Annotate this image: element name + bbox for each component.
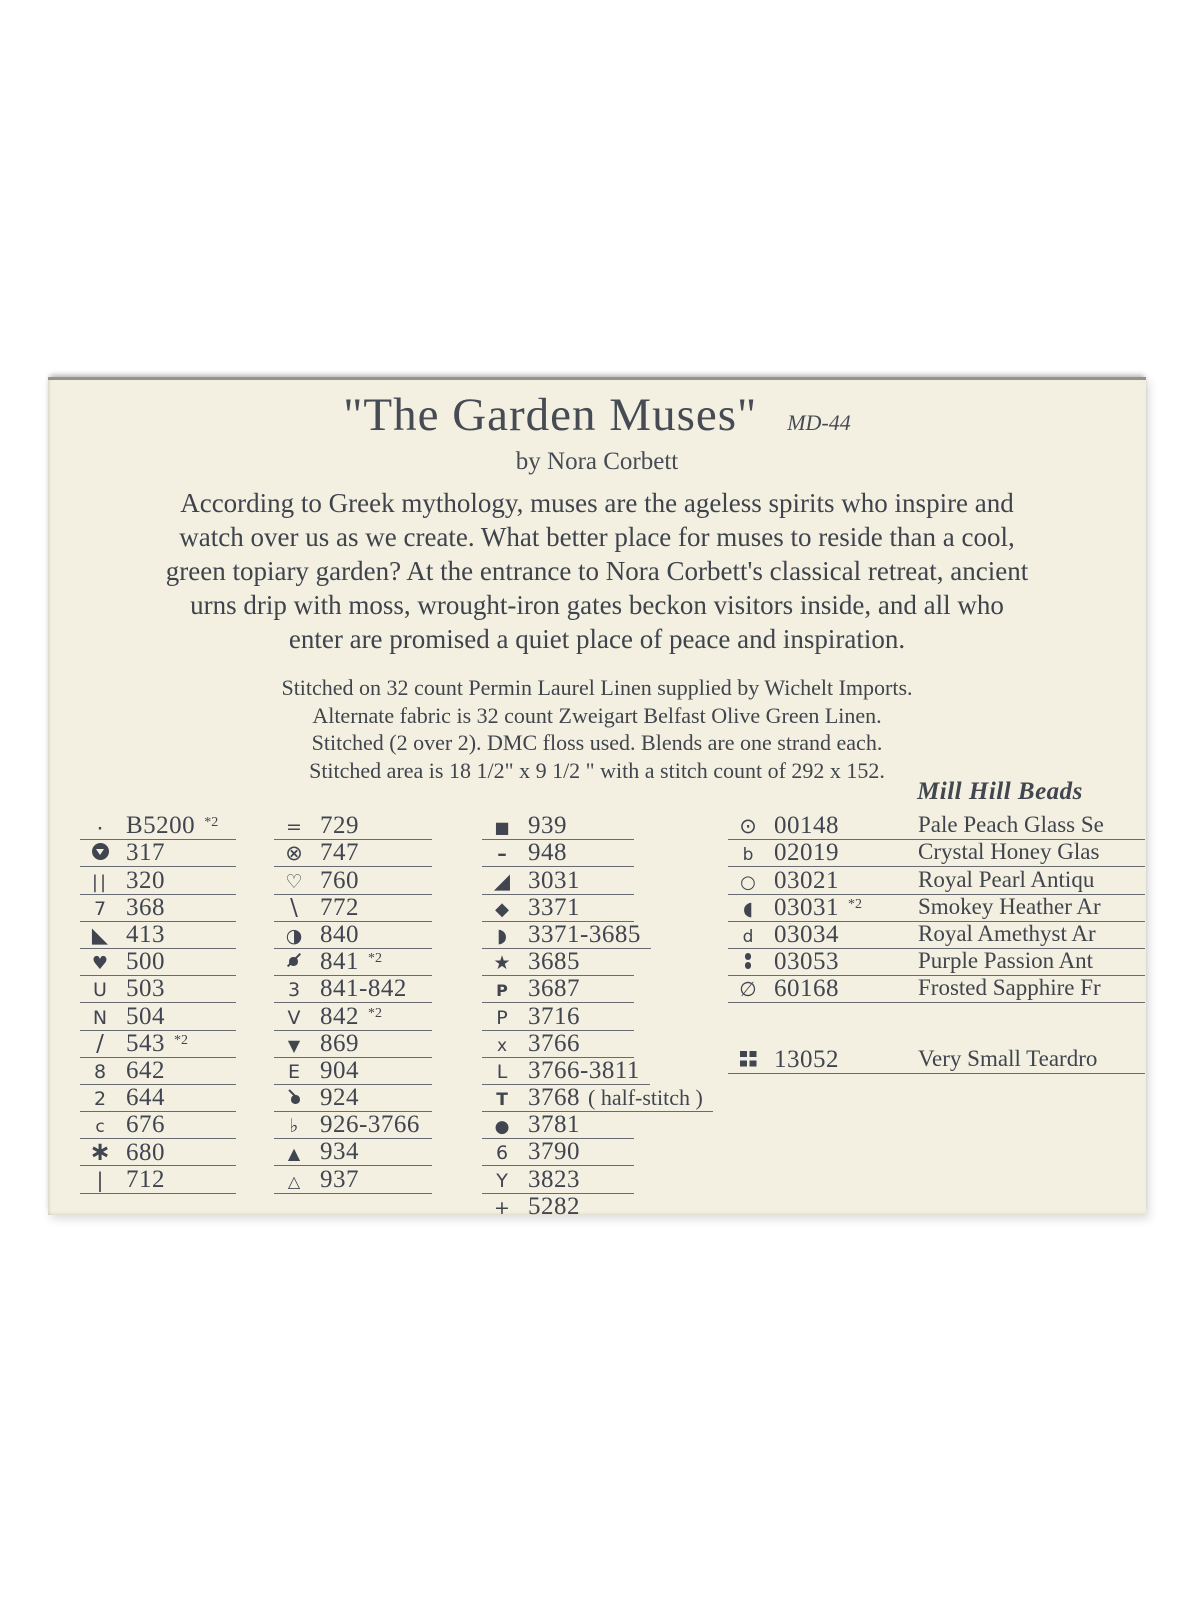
minus-glyph: – bbox=[497, 843, 507, 866]
two-glyph: 2 bbox=[93, 1088, 107, 1111]
floss-row bbox=[80, 1166, 236, 1193]
text-line: Stitched area is 18 1/2" x 9 1/2 " with a stitch count of 292 x 152. bbox=[309, 757, 885, 783]
text-line: watch over us as we create. What better place for muses to reside than a cool, bbox=[179, 522, 1015, 552]
E-glyph: E bbox=[287, 1060, 300, 1083]
dot-slash-glyph bbox=[285, 951, 303, 969]
floss-row bbox=[274, 976, 432, 1003]
asterisk-icon bbox=[80, 1139, 120, 1166]
row-content bbox=[80, 976, 165, 1002]
V-glyph: V bbox=[287, 1006, 301, 1029]
beads-column bbox=[728, 813, 1145, 1074]
bead-name: Pale Peach Glass Se bbox=[918, 812, 1104, 838]
floss-row bbox=[482, 1085, 713, 1112]
dot-icon bbox=[482, 1119, 522, 1137]
star-icon bbox=[482, 954, 522, 974]
floss-number: 642 bbox=[126, 1056, 165, 1084]
row-content bbox=[482, 1085, 703, 1111]
row-content bbox=[728, 868, 839, 894]
floss-number: 644 bbox=[126, 1084, 165, 1112]
three-glyph: 3 bbox=[287, 979, 301, 1002]
row-content bbox=[80, 840, 165, 866]
row-content bbox=[80, 1004, 165, 1030]
floss-number: 3768 bbox=[528, 1084, 580, 1112]
row-content bbox=[80, 813, 218, 839]
two-dots-glyph bbox=[744, 952, 752, 969]
flat-glyph: ♭ bbox=[289, 1115, 299, 1138]
U-glyph: U bbox=[93, 979, 107, 1002]
row-content bbox=[274, 813, 359, 839]
pattern-code: MD-44 bbox=[787, 410, 851, 435]
empty-set-glyph: ∅ bbox=[739, 977, 757, 1002]
floss-number: 676 bbox=[126, 1111, 165, 1139]
floss-row bbox=[274, 1058, 432, 1085]
tri-corner-br-glyph: ◢ bbox=[493, 868, 511, 893]
two-icon bbox=[80, 1090, 120, 1110]
floss-number: 924 bbox=[320, 1084, 359, 1112]
beads-section-title: Mill Hill Beads bbox=[917, 778, 1083, 805]
row-content bbox=[728, 922, 839, 948]
tri-up-open-glyph: △ bbox=[287, 1171, 301, 1191]
row-content bbox=[482, 1194, 580, 1215]
floss-row bbox=[80, 949, 236, 976]
floss-number: 368 bbox=[126, 893, 165, 921]
half-circle-left-glyph: ◖ bbox=[742, 897, 753, 920]
double-bar-icon bbox=[80, 871, 120, 893]
c-icon bbox=[80, 1119, 120, 1137]
row-content bbox=[80, 1167, 165, 1193]
six-glyph: 6 bbox=[495, 1142, 509, 1165]
floss-number: 543 bbox=[126, 1029, 165, 1057]
floss-row bbox=[80, 1112, 236, 1139]
backslash-icon bbox=[274, 894, 314, 921]
floss-number: 680 bbox=[126, 1139, 165, 1167]
double-bar-glyph: || bbox=[91, 871, 109, 893]
floss-number: 842 bbox=[320, 1002, 359, 1030]
floss-number: 3371-3685 bbox=[528, 920, 641, 948]
floss-row bbox=[274, 867, 432, 894]
floss-number: 3371 bbox=[528, 893, 580, 921]
row-content bbox=[728, 949, 839, 975]
floss-number: 926-3766 bbox=[320, 1111, 420, 1139]
row-content bbox=[274, 1139, 359, 1165]
row-content bbox=[80, 1139, 165, 1167]
tri-down-icon bbox=[274, 1035, 314, 1055]
floss-row bbox=[80, 1003, 236, 1030]
dot-glyph: ● bbox=[494, 1117, 510, 1138]
row-content bbox=[274, 1004, 382, 1030]
circle-dot-icon bbox=[728, 816, 768, 838]
row-content bbox=[728, 813, 839, 839]
bead-number: 00148 bbox=[774, 812, 839, 840]
floss-row bbox=[482, 867, 634, 894]
six-icon bbox=[482, 1144, 522, 1164]
text-line: Stitched (2 over 2). DMC floss used. Blends are one strand each. bbox=[311, 730, 883, 755]
row-content bbox=[482, 813, 567, 839]
stitch-note: ( half-stitch ) bbox=[588, 1085, 703, 1111]
row-content bbox=[274, 1085, 359, 1111]
floss-number: 317 bbox=[126, 839, 165, 867]
row-content bbox=[728, 976, 839, 1002]
row-content bbox=[728, 840, 839, 866]
half-circle-left-icon bbox=[728, 897, 768, 920]
floss-number: 729 bbox=[320, 812, 359, 840]
N-glyph: N bbox=[92, 1006, 108, 1029]
floss-number: 937 bbox=[320, 1165, 359, 1193]
floss-number: 3685 bbox=[528, 948, 580, 976]
floss-number: 869 bbox=[320, 1029, 359, 1057]
four-squares-icon bbox=[728, 1051, 768, 1068]
circle-glyph: ○ bbox=[740, 871, 756, 893]
floss-row bbox=[482, 976, 634, 1003]
floss-row bbox=[80, 922, 236, 949]
floss-row bbox=[274, 895, 432, 922]
byline: by Nora Corbett bbox=[515, 448, 679, 475]
floss-number: 939 bbox=[528, 812, 567, 840]
floss-number: 3766-3811 bbox=[528, 1056, 640, 1084]
half-circle-right-glyph: ◑ bbox=[285, 924, 303, 947]
row-content bbox=[482, 895, 580, 921]
row-content bbox=[80, 1112, 165, 1138]
floss-number: 503 bbox=[126, 975, 165, 1003]
P-icon bbox=[482, 1006, 522, 1029]
circle-x-glyph: ⊗ bbox=[285, 841, 303, 866]
L-glyph: L bbox=[496, 1060, 508, 1083]
row-content bbox=[80, 1031, 188, 1058]
floss-row bbox=[482, 1139, 634, 1166]
text-line: According to Greek mythology, muses are the ageless spirits who inspire and bbox=[180, 488, 1014, 518]
row-content bbox=[482, 1112, 580, 1138]
seven-icon bbox=[80, 897, 120, 920]
bead-name: Royal Pearl Antiqu bbox=[918, 866, 1095, 892]
dot-slash-icon bbox=[274, 951, 314, 970]
strand-multiplier: *2 bbox=[368, 1005, 382, 1021]
seven-glyph: 7 bbox=[93, 897, 107, 920]
floss-number: 500 bbox=[126, 948, 165, 976]
tiny-dot-icon bbox=[80, 823, 120, 837]
tri-corner-br-icon bbox=[482, 868, 522, 893]
row-content bbox=[80, 868, 165, 894]
asterisk-glyph: ∗ bbox=[89, 1137, 111, 1168]
half-circle-right-icon bbox=[274, 924, 314, 947]
floss-number: 3766 bbox=[528, 1029, 580, 1057]
row-content bbox=[274, 1058, 359, 1084]
plus-glyph: + bbox=[494, 1196, 510, 1215]
text-line: urns drip with moss, wrought-iron gates beckon visitors inside, and all who bbox=[190, 590, 1004, 620]
strand-multiplier: *2 bbox=[204, 815, 219, 831]
floss-number: 3823 bbox=[528, 1165, 580, 1193]
floss-row bbox=[80, 1031, 236, 1058]
floss-row bbox=[482, 813, 634, 840]
eight-icon bbox=[80, 1060, 120, 1083]
minus-icon bbox=[482, 845, 522, 865]
floss-number: 3781 bbox=[528, 1111, 580, 1139]
row-content bbox=[728, 895, 862, 921]
bar-icon bbox=[80, 1167, 120, 1192]
backslash-glyph: \ bbox=[290, 894, 298, 921]
floss-row bbox=[482, 840, 634, 867]
tri-corner-bl-icon bbox=[80, 922, 120, 947]
floss-number: 934 bbox=[320, 1138, 359, 1166]
floss-row bbox=[80, 1058, 236, 1085]
row-content bbox=[274, 922, 359, 948]
two-dots-icon bbox=[728, 952, 768, 970]
half-circle-d-glyph: ◗ bbox=[496, 924, 507, 947]
floss-column-2 bbox=[274, 813, 432, 1194]
diamond-icon bbox=[482, 898, 522, 920]
bead-row bbox=[728, 949, 1145, 976]
bead-number: 03021 bbox=[774, 866, 839, 894]
floss-row bbox=[482, 1031, 634, 1058]
bead-name: Frosted Sapphire Fr bbox=[918, 975, 1101, 1001]
floss-row bbox=[80, 1085, 236, 1112]
floss-number: 5282 bbox=[528, 1192, 580, 1215]
page-title: "The Garden Muses" bbox=[343, 389, 758, 441]
floss-row bbox=[482, 922, 651, 949]
bead-name: Very Small Teardro bbox=[918, 1045, 1098, 1071]
bead-row bbox=[728, 840, 1145, 867]
floss-number: 413 bbox=[126, 920, 165, 948]
square-icon bbox=[482, 820, 522, 837]
bead-name: Crystal Honey Glas bbox=[918, 839, 1100, 865]
row-content bbox=[274, 868, 359, 894]
row-content bbox=[482, 840, 567, 866]
floss-row bbox=[80, 976, 236, 1003]
row-content bbox=[274, 840, 359, 866]
floss-number: 948 bbox=[528, 839, 567, 867]
tri-up-open-icon bbox=[274, 1171, 314, 1191]
tiny-dot-glyph: · bbox=[97, 822, 103, 838]
strand-multiplier: *2 bbox=[368, 951, 382, 967]
row-content bbox=[482, 922, 641, 948]
tri-up-glyph: ▲ bbox=[287, 1144, 301, 1164]
P-glyph: P bbox=[496, 1006, 508, 1029]
tri-down-glyph: ▼ bbox=[287, 1035, 301, 1055]
floss-row bbox=[274, 1139, 432, 1166]
row-content bbox=[80, 895, 165, 921]
bead-number: 03034 bbox=[774, 920, 839, 948]
Y-glyph: Y bbox=[496, 1169, 508, 1192]
floss-number: 712 bbox=[126, 1165, 165, 1193]
text-line: enter are promised a quiet place of peace and inspiration. bbox=[288, 624, 906, 654]
plus-icon bbox=[482, 1196, 522, 1215]
eight-glyph: 8 bbox=[93, 1060, 107, 1083]
floss-number: 3790 bbox=[528, 1138, 580, 1166]
bead-number: 13052 bbox=[774, 1045, 839, 1073]
bead-number: 60168 bbox=[774, 975, 839, 1003]
floss-row bbox=[274, 1085, 432, 1112]
bead-name: Smokey Heather Ar bbox=[918, 893, 1101, 919]
x-glyph: x bbox=[496, 1035, 508, 1056]
floss-row bbox=[274, 840, 432, 867]
text-line: green topiary garden? At the entrance to Nora Corbett's classical retreat, ancient bbox=[165, 556, 1029, 586]
Y-icon bbox=[482, 1169, 522, 1192]
text-line: Alternate fabric is 32 count Zweigart Belfast Olive Green Linen. bbox=[312, 702, 882, 728]
floss-row bbox=[482, 1194, 634, 1215]
V-icon bbox=[274, 1006, 314, 1029]
row-content bbox=[482, 1139, 580, 1165]
bead-name: Royal Amethyst Ar bbox=[918, 920, 1096, 946]
floss-number: 840 bbox=[320, 920, 359, 948]
fabric-notes bbox=[48, 674, 1146, 784]
row-content bbox=[274, 1167, 359, 1193]
d-icon bbox=[728, 926, 768, 947]
floss-row bbox=[80, 895, 236, 922]
x-icon bbox=[482, 1035, 522, 1056]
slash-icon bbox=[80, 1030, 120, 1057]
dot-tail-icon bbox=[274, 1089, 314, 1106]
four-squares-glyph bbox=[740, 1051, 756, 1067]
floss-column-1 bbox=[80, 813, 236, 1194]
floss-row bbox=[482, 1003, 634, 1030]
row-content bbox=[482, 1167, 580, 1193]
bar-glyph: | bbox=[96, 1167, 104, 1192]
equals-glyph: = bbox=[286, 816, 302, 839]
bead-number: 03031 bbox=[774, 893, 839, 921]
floss-row bbox=[274, 1166, 432, 1193]
floss-number: B5200 bbox=[126, 812, 196, 840]
floss-row bbox=[80, 1139, 236, 1166]
pattern-card bbox=[48, 377, 1146, 1215]
row-content bbox=[274, 949, 382, 975]
row-content bbox=[274, 976, 407, 1002]
d-glyph: d bbox=[742, 926, 754, 947]
strand-multiplier: *2 bbox=[174, 1032, 188, 1048]
floss-row bbox=[482, 1058, 650, 1085]
circle-x-icon bbox=[274, 843, 314, 865]
floss-number: 772 bbox=[320, 893, 359, 921]
bead-number: 03053 bbox=[774, 948, 839, 976]
floss-column-3 bbox=[482, 813, 713, 1215]
floss-row bbox=[80, 813, 236, 840]
floss-number: 3687 bbox=[528, 975, 580, 1003]
circle-down-triangle-glyph bbox=[92, 843, 109, 860]
floss-number: 841-842 bbox=[320, 975, 407, 1003]
floss-row bbox=[482, 1166, 634, 1193]
half-circle-d-icon bbox=[482, 924, 522, 947]
bead-row bbox=[728, 895, 1145, 922]
floss-row bbox=[80, 867, 236, 894]
row-content bbox=[80, 1058, 165, 1084]
tri-corner-bl-glyph: ◣ bbox=[91, 922, 109, 947]
floss-row bbox=[482, 1112, 634, 1139]
b-icon bbox=[728, 847, 768, 865]
square-glyph: ■ bbox=[494, 818, 510, 838]
equals-icon bbox=[274, 818, 314, 838]
open-heart-glyph: ♡ bbox=[285, 870, 303, 893]
three-icon bbox=[274, 981, 314, 1001]
row-content bbox=[80, 922, 165, 948]
floss-number: 320 bbox=[126, 866, 165, 894]
c-glyph: c bbox=[95, 1117, 105, 1138]
bead-row bbox=[728, 1046, 1145, 1073]
P-bold-glyph: P bbox=[496, 981, 508, 1001]
open-heart-icon bbox=[274, 870, 314, 893]
floss-row bbox=[274, 1031, 432, 1058]
circle-down-triangle-icon bbox=[80, 843, 120, 861]
T-glyph: T bbox=[496, 1090, 508, 1111]
row-content bbox=[728, 1047, 839, 1073]
bead-row bbox=[728, 867, 1145, 894]
b-glyph: b bbox=[742, 845, 754, 866]
floss-row bbox=[274, 1112, 432, 1139]
bead-row bbox=[728, 813, 1145, 840]
floss-row bbox=[482, 895, 634, 922]
floss-number: 760 bbox=[320, 866, 359, 894]
bead-row bbox=[728, 976, 1145, 1003]
floss-number: 3031 bbox=[528, 866, 580, 894]
slash-glyph: / bbox=[96, 1030, 104, 1057]
flat-icon bbox=[274, 1117, 314, 1137]
text-line: Stitched on 32 count Permin Laurel Linen supplied by Wichelt Imports. bbox=[281, 675, 913, 700]
row-content bbox=[80, 1085, 165, 1111]
T-icon bbox=[482, 1092, 522, 1110]
row-content bbox=[482, 868, 580, 894]
U-icon bbox=[80, 981, 120, 1001]
floss-row bbox=[274, 949, 432, 976]
heart-glyph: ♥ bbox=[91, 953, 109, 975]
row-content bbox=[482, 949, 580, 975]
heart-icon bbox=[80, 955, 120, 974]
strand-multiplier: *2 bbox=[848, 896, 862, 912]
N-icon bbox=[80, 1006, 120, 1029]
floss-row bbox=[274, 1003, 432, 1030]
row-content bbox=[274, 1031, 359, 1057]
bead-number: 02019 bbox=[774, 839, 839, 867]
row-content bbox=[482, 1031, 580, 1057]
row-content bbox=[274, 1112, 420, 1138]
row-content bbox=[482, 1058, 640, 1084]
floss-row bbox=[274, 813, 432, 840]
floss-row bbox=[274, 922, 432, 949]
empty-set-icon bbox=[728, 979, 768, 1000]
bead-row bbox=[728, 922, 1145, 949]
E-icon bbox=[274, 1060, 314, 1083]
floss-number: 841 bbox=[320, 948, 359, 976]
row-content bbox=[482, 1004, 580, 1030]
circle-dot-glyph: ⊙ bbox=[739, 814, 757, 839]
floss-row bbox=[482, 949, 634, 976]
row-content bbox=[80, 949, 165, 975]
row-content bbox=[274, 895, 359, 922]
dot-tail-glyph bbox=[285, 1089, 303, 1105]
floss-row bbox=[80, 840, 236, 867]
intro-paragraph bbox=[48, 486, 1146, 656]
P-bold-icon bbox=[482, 983, 522, 1000]
L-icon bbox=[482, 1060, 522, 1083]
star-glyph: ★ bbox=[493, 952, 511, 975]
floss-number: 504 bbox=[126, 1002, 165, 1030]
diamond-glyph: ◆ bbox=[495, 898, 509, 920]
bead-name: Purple Passion Ant bbox=[918, 948, 1094, 974]
floss-number: 3716 bbox=[528, 1002, 580, 1030]
floss-number: 747 bbox=[320, 839, 359, 867]
row-content bbox=[482, 976, 580, 1002]
tri-up-icon bbox=[274, 1146, 314, 1163]
title-row bbox=[48, 388, 1146, 442]
floss-number: 904 bbox=[320, 1056, 359, 1084]
circle-icon bbox=[728, 871, 768, 893]
